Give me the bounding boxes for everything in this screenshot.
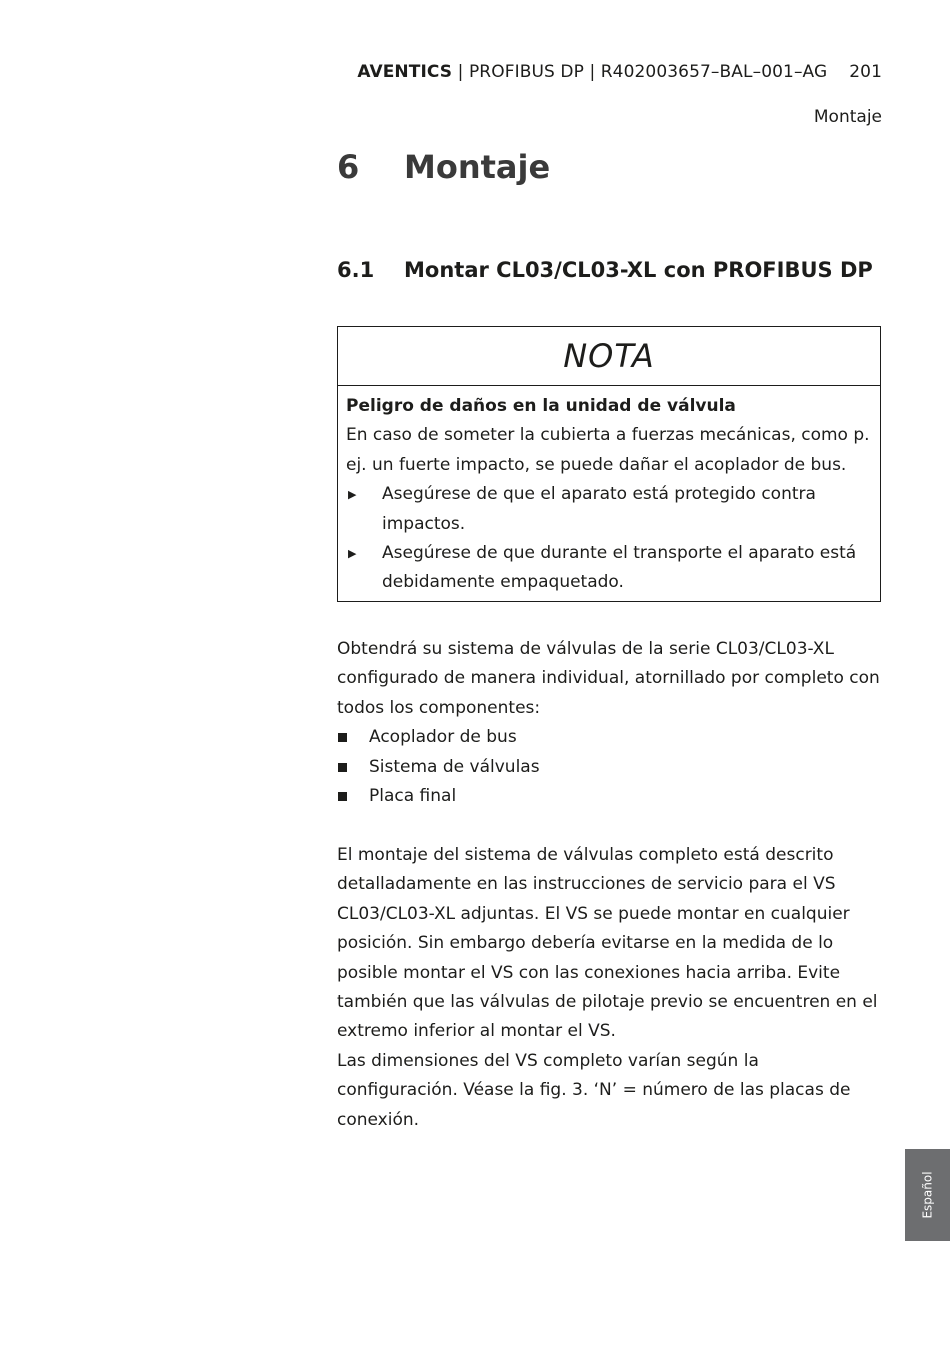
chapter-title: Montaje [404, 148, 551, 186]
running-section-label: Montaje [813, 107, 882, 127]
intro-text: Obtendrá su sistema de válvulas de la serie CL03/CL03-XL configurado de manera individual, atornillado por completo con todos los componentes: [337, 639, 880, 718]
square-bullet-icon [338, 763, 347, 772]
list-item-text: Sistema de válvulas [369, 756, 540, 777]
notice-box [337, 326, 881, 602]
section-number: 6.1 [337, 258, 375, 282]
list-item-text: Acoplador de bus [369, 727, 517, 748]
brand-name: AVENTICS [357, 62, 453, 82]
list-item-text: Placa final [369, 786, 457, 807]
triangle-bullet-icon: ▶ [348, 488, 357, 502]
notice-action [346, 480, 872, 539]
notice-text: En caso de someter la cubierta a fuerzas mecánicas, como p. ej. un fuerte impacto, se puede dañar el acoplador de bus. [346, 425, 870, 475]
notice-action [346, 539, 872, 598]
section-title: Montar CL03/CL03-XL con PROFIBUS DP [404, 258, 873, 282]
notice-action-text: Asegúrese de que el aparato está protegido contra impactos. [382, 484, 816, 534]
section-heading [337, 258, 873, 282]
chapter-number: 6 [337, 148, 360, 186]
square-bullet-icon [338, 733, 347, 742]
language-tab-label: Español [920, 1171, 935, 1219]
notice-body [338, 386, 880, 598]
dimensions-text: Las dimensiones del VS completo varían según la configuración. Véase la fig. 3. ‘N’ = número de las placas de conexión. [337, 1050, 851, 1130]
list-item [337, 753, 885, 782]
document-reference: | PROFIBUS DP | R402003657–BAL–001–AG [452, 62, 828, 82]
list-item [337, 723, 885, 752]
page-number: 201 [849, 62, 882, 82]
chapter-heading [337, 148, 550, 186]
running-header [357, 62, 882, 82]
mounting-text: El montaje del sistema de válvulas completo está descrito detalladamente en las instrucciones de servicio para el VS CL03/CL03-XL adjuntas. El VS se puede montar en cualquier posición. Sin embargo debería evitarse en la medida de lo posible montar el VS con las conexiones hacia arriba. Evite también que las válvulas de pilotaje previo se encuentren en el extremo inferior al montar el VS. [337, 845, 878, 1042]
language-tab [905, 1149, 950, 1241]
notice-title: Peligro de daños en la unidad de válvula [346, 396, 736, 416]
notice-label: NOTA [338, 327, 880, 386]
square-bullet-icon [338, 792, 347, 801]
mounting-paragraph [337, 841, 885, 1135]
list-item [337, 782, 885, 811]
notice-action-text: Asegúrese de que durante el transporte el aparato está debidamente empaquetado. [382, 543, 857, 593]
intro-paragraph [337, 635, 885, 811]
triangle-bullet-icon: ▶ [348, 547, 357, 561]
